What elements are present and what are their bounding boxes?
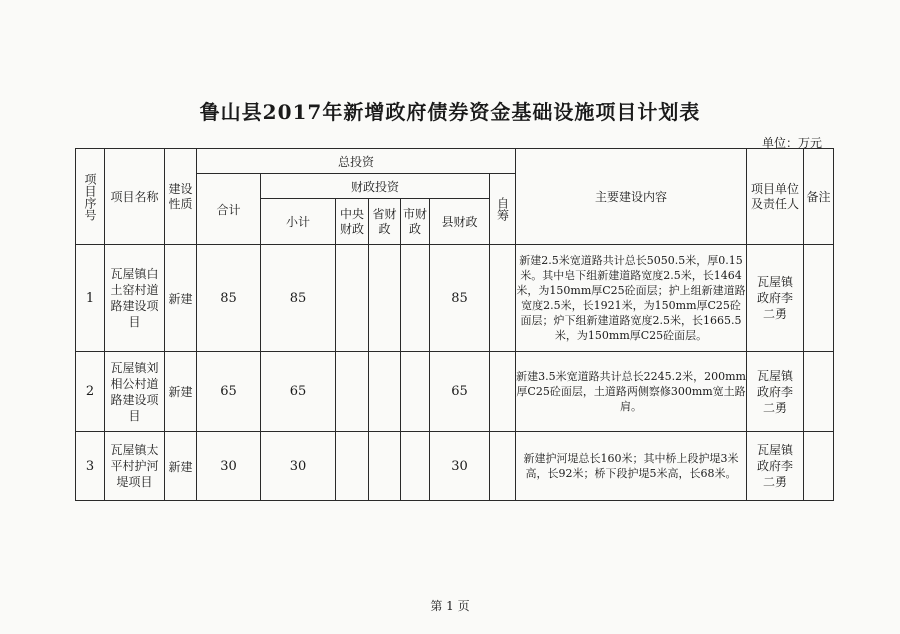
header-content: 主要建设内容	[516, 149, 747, 245]
header-provincial: 省财政	[369, 199, 401, 245]
project-plan-table	[75, 148, 834, 501]
cell-county: 85	[430, 245, 490, 352]
cell-total: 85	[197, 245, 261, 352]
header-total: 合计	[197, 174, 261, 245]
cell-central	[336, 352, 369, 432]
cell-total: 65	[197, 352, 261, 432]
cell-central	[336, 245, 369, 352]
cell-content: 新建护河堤总长160米；其中桥上段护堤3米高，长92米；桥下段护堤5米高，长68米。	[516, 432, 747, 501]
cell-seq: 2	[76, 352, 105, 432]
header-municipal: 市财政	[401, 199, 430, 245]
table-row	[76, 352, 834, 432]
cell-municipal	[401, 352, 430, 432]
cell-responsible: 瓦屋镇政府李二勇	[747, 432, 804, 501]
cell-seq: 3	[76, 432, 105, 501]
header-name: 项目名称	[105, 149, 165, 245]
cell-content: 新建3.5米宽道路共计总长2245.2米，200mm厚C25砼面层，土道路两侧察修300mm宽土路肩。	[516, 352, 747, 432]
header-responsible: 项目单位及责任人	[747, 149, 804, 245]
header-remark: 备注	[804, 149, 834, 245]
cell-provincial	[369, 245, 401, 352]
cell-self-raised	[490, 245, 516, 352]
cell-self-raised	[490, 432, 516, 501]
header-central: 中央财政	[336, 199, 369, 245]
cell-nature: 新建	[165, 245, 197, 352]
cell-name: 瓦屋镇白土窑村道路建设项目	[105, 245, 165, 352]
document-title: 鲁山县2017年新增政府债券资金基础设施项目计划表	[199, 100, 701, 124]
cell-remark	[804, 352, 834, 432]
cell-subtotal: 30	[261, 432, 336, 501]
cell-county: 65	[430, 352, 490, 432]
header-subtotal: 小计	[261, 199, 336, 245]
header-seq: 项目序号	[76, 149, 105, 245]
cell-remark	[804, 432, 834, 501]
cell-responsible: 瓦屋镇政府李二勇	[747, 245, 804, 352]
cell-municipal	[401, 245, 430, 352]
table-row	[76, 245, 834, 352]
cell-remark	[804, 245, 834, 352]
cell-content: 新建2.5米宽道路共计总长5050.5米，厚0.15米。其中皂下组新建道路宽度2.5米，长1464米，为150mm厚C25砼面层；护上组新建道路宽度2.5米，长1921米，为150mm厚C25砼面层；炉下组新建道路宽度2.5米，长1665.5米，为150mm厚C25砼面层。	[516, 245, 747, 352]
cell-nature: 新建	[165, 352, 197, 432]
header-nature: 建设性质	[165, 149, 197, 245]
page-footer: 第 1 页	[430, 599, 470, 613]
cell-name: 瓦屋镇太平村护河堤项目	[105, 432, 165, 501]
header-county: 县财政	[430, 199, 490, 245]
table-row	[76, 432, 834, 501]
cell-seq: 1	[76, 245, 105, 352]
cell-provincial	[369, 352, 401, 432]
header-total-invest: 总投资	[197, 149, 516, 174]
cell-central	[336, 432, 369, 501]
cell-total: 30	[197, 432, 261, 501]
cell-municipal	[401, 432, 430, 501]
cell-nature: 新建	[165, 432, 197, 501]
header-row-1	[76, 149, 834, 174]
cell-self-raised	[490, 352, 516, 432]
header-fiscal-invest: 财政投资	[261, 174, 490, 199]
cell-subtotal: 65	[261, 352, 336, 432]
cell-responsible: 瓦屋镇政府李二勇	[747, 352, 804, 432]
cell-subtotal: 85	[261, 245, 336, 352]
header-self-raised: 自筹	[490, 174, 516, 245]
cell-county: 30	[430, 432, 490, 501]
cell-name: 瓦屋镇刘相公村道路建设项目	[105, 352, 165, 432]
cell-provincial	[369, 432, 401, 501]
unit-label: 单位：万元	[761, 136, 822, 150]
